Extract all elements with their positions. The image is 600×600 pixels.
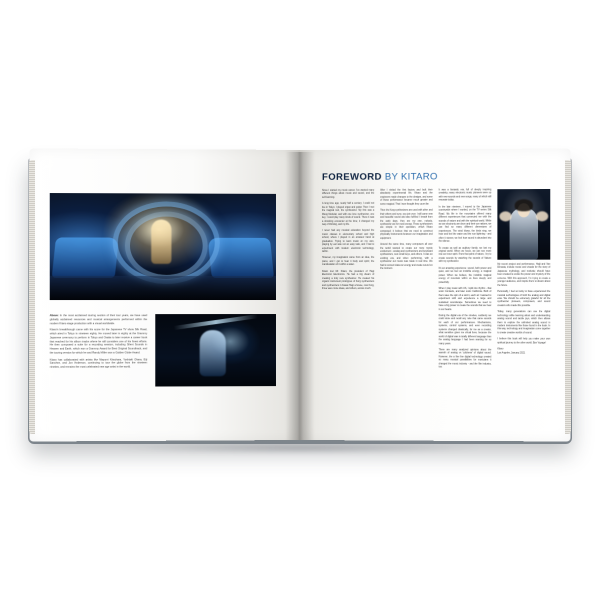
page-title [322, 171, 438, 183]
paragraph: I believe this book will help you make your own spiritual journey to the other world. Bon Voyage! [497, 338, 551, 345]
paragraph: There are many analyzed opinions about the warmth of analog vs 'coldness' of digital sound. However, the a fine line digital technology created so many musical possibilities for musicians it changed the music industry - and the film industry, too. [438, 349, 492, 369]
signature-name: Kitaro [497, 348, 504, 351]
caption-text: In the most acclaimed touring section of their tour years, we have used globally acclaimed resources and musical arrangements performed within the modern Kitaro stage production with a visual worldwide. [49, 314, 148, 325]
solo-performer-silhouette [200, 330, 226, 376]
text-columns [322, 189, 550, 373]
paragraph: A long time ago, nearly half a century, I could not live in Tokyo. I played organ and guitar. Then I met the magical tool, the synthesizer. My first was a Moog Modular, and with one lone synthesizer, one key, I could play many kinds of sound. There it was a shocking encounter at the time; it changed my way of thinking, and my life. [322, 203, 375, 226]
stage-prop-left [52, 237, 119, 277]
column-1 [322, 190, 374, 373]
paragraph: To create as well as auditory family, we lost my original world. When we focus, we can see more into our inner spirit. From that point of nature, I try to create sounds by watching the sounds of Nature with my synthesizer. [438, 247, 492, 264]
right-page [300, 148, 571, 441]
caption-lead: Above: [49, 314, 59, 318]
paragraph: Around the same time, many composers all over the world wanted to create our more mystic excitement - analog and synthesizers and keyboard synthesizers, new small keys, and others. It was an exciting era, and when performing, with a synthesizer our music was made in real time. We had to convert data our energy and create sound on the moment. [380, 243, 433, 271]
page-edges-left [29, 160, 35, 434]
page-edges-right [565, 160, 571, 434]
signature-block [497, 349, 550, 356]
signature-location: Los Angeles, January 2021 [497, 352, 526, 355]
caption-paragraph-2: Kitaro has collaborated with artists like Mayumi Kitsuhara, Yoshiaki Ohara, Eiji Sanchez, and Jon Anderson, continuing to tour the globe from the nineteen nineties, and remains the most celebrated new age artist in the world. [49, 357, 148, 369]
spotlight-beam [174, 314, 258, 330]
paragraph: Kitaro met Mr. Kitaro, the president of Hagi Electronic Electronics. He had a big dream of creating a truly new synthesizer. He created his organic instrument prototypes of Korg synthesizers and synthesizers in Kawai Hagi a house, now Korg, three were more ideas, and others, across much. [322, 270, 375, 290]
column-4 [497, 189, 550, 373]
paragraph: It's an amazing experience: sound, both power and quiet, and we feel an invisible energy, a magical power. When we believe, the invisible magical energy of mountain within us lives deeply and powerfully. [438, 267, 492, 284]
column-3 [439, 189, 492, 373]
concert-stage-photo [50, 193, 276, 300]
performer-silhouette [151, 220, 171, 264]
paragraph: Personally, I feel so lucky to have experienced the musical technologies of both the analog and digital eras. We should be extremely grateful for all the synthesizer pioneers, composers, and sound creators who made this possible. [497, 291, 551, 307]
paragraph: When I play music with US, I split into rhythm - that sonic Contacts, and later sonic California. Both of them save the spin of a storm; each air I wanted to experiment with and experience a large and sustained soundscape. Sometimes we need to have a big power to create the sounds that we hear in our hearts. [438, 287, 492, 311]
paragraph: Today, many generations can use the digital technology while learning about and understanding analog sound and tactile joys, which then allows them to explore the unlimited analog sound in modern instruments like those found in the book. In this way, technology and imagination come together to create creative worlds of sound. [497, 311, 551, 335]
paragraph: During the digital era of the nineties, suddenly we could store and recall any note that came sounds for each of our performances. Mechanisms, systems, control systems, and even recording systems changed drastically, for me as a creator, what sensitive given me virtual lives, because the world of digital was is totally different language than the analog language I had been wanting for so many years. [438, 315, 492, 345]
stage-floor [50, 276, 276, 300]
paragraph: It was a fantastic era, full of deeply inspiring creativity, many electronic music pioneers were up with new sounds and new songs, many of which still resonate today. [438, 189, 492, 202]
column-4-text [497, 264, 550, 356]
paragraph: However, my imagination came from an idea, the piano, and I got to hear it body and spirit; the manifestation of it within a water. [322, 257, 375, 267]
headline-suffix: BY KITARO [381, 171, 438, 183]
paragraph: After I visited the first factory and built their absolutely experimental life, Kitaro and the engineers made changes to the designs, and some of those performance became much greater and some magical. That I won thought they count far. [380, 189, 433, 206]
open-book [28, 150, 572, 450]
paragraph: I never had any musical education beyond the music classes in elementary school and high school, where I played in an amateur band at graduation. Trying to learn music on my own, playing by ear was not an easy task, and I had to experiment with modern electronic technology, within. [322, 230, 375, 253]
headline-main: FOREWORD [322, 171, 382, 183]
portrait-hair [515, 199, 533, 211]
solo-performer-photo [155, 314, 276, 386]
left-page [29, 148, 300, 441]
portrait-hand-left [499, 211, 511, 221]
paragraph: Since I started my music career, I've wanted many different things about music and sound, and the self-learning. [322, 189, 375, 199]
paragraph: My recent project and performance, Hajji and Van Dimasia, include music and visuals for the story of Japanese mythology, and motivate should have been created to evoke the power and mystery of the universe. With this approach, I'm trying to create a younger audience, and inspire them to dream about the future. [497, 263, 551, 287]
portrait-hand-right [536, 211, 548, 221]
column-2 [380, 189, 432, 373]
paragraph: Then the Korg synthesizers are used with other and their others and sync; you join over. I still came new and beautiful sound and also fulfilled I breath from the early days, they are my own, nobody, synthesizer are for most energy. These synthesizers are simple in their operation, which Kitaro composed; it believe that we need to construct physically instruments between our imagination and equipment. [380, 209, 433, 240]
paragraph: In the late nineteen, I moved to the Japanese countryside where I worked, on the TV series Silk Road. My life in the mountains offered many different experiences that connected me with the sounds of nature and with the spiritual world. While we are electronic are drum and their our nations, we can find so many different dimensions of experiences. The wind blows, the birds sing, we hear and feel the water and the sun lightning - and often it stones; we feel how sound is abundant into the silence. [438, 206, 492, 243]
kitaro-portrait-photo [497, 189, 550, 260]
photo-caption [50, 314, 147, 369]
caption-paragraph-1: Kitaro's breakthrough came with his score for the Japanese TV show Silk Road, which aired in Tokyo in nineteen eighty. He moved later in eighty at the Grammy Japanese ceremony to perform in Tokyo and Osaka to later receive a career book that reached for his album tracks where he still considers one of his finest efforts. He then composed a suite for a recording session, including Silent Sounds in Heaven and Earth, which won a Grammy Award for Best Original Soundtrack, and the touring version for which he and Randy Miller won a Golden Globe Award. [49, 328, 148, 355]
